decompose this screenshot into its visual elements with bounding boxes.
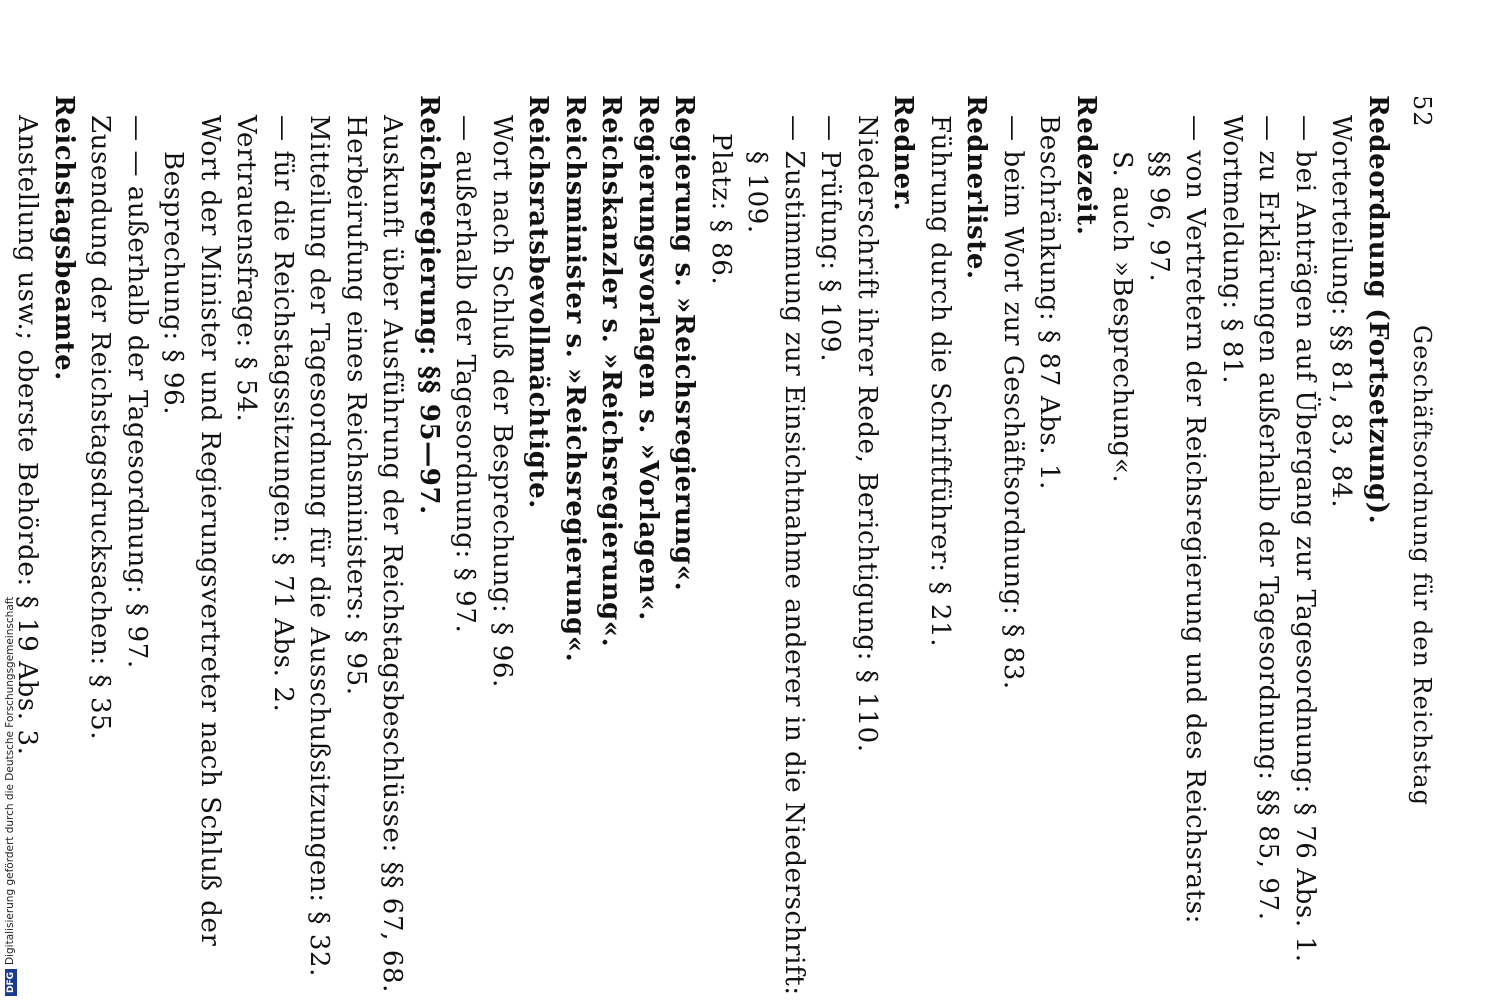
index-subentry: Niederschrift ihrer Rede, Berichtigung: § 110. [852,115,882,753]
index-heading: Redezeit. [1071,95,1101,236]
index-subentry: Besprechung: § 96. [158,151,189,416]
index-subentry: — beim Wort zur Geschäftsordnung: § 83. [998,115,1028,690]
index-subentry: — Zustimmung zur Einsichtnahme anderer in die Niederschrift: [779,115,809,996]
index-heading: Redner. [888,95,919,212]
index-subentry: Wortmeldung: § 81. [1217,115,1247,385]
index-subentry: — Prüfung: § 109. [815,115,846,363]
index-subentry: Anstellung usw.; oberste Behörde: § 19 Abs. 3. [12,115,43,756]
index-heading: Reichskanzler s. »Reichsregierung«. [596,95,627,648]
index-heading: Reichsregierung: §§ 95—97. [414,95,444,515]
page-header [1396,95,1440,975]
index-subentry: §§ 96, 97. [1144,151,1174,283]
index-subentry: — — außerhalb der Tagesordnung: § 97. [122,115,152,669]
index-subentry: — zu Erklärungen außerhalb der Tagesordnung: §§ 85, 97. [1253,115,1284,921]
index-subentry: — außerhalb der Tagesordnung: § 97. [450,115,481,634]
index-subentry: Vertrauensfrage: § 54. [231,115,262,423]
index-subentry: Beschränkung: § 87 Abs. 1. [1034,115,1065,491]
index-heading: Reichsratsbevollmächtigte. [523,95,554,509]
index-subentry: — für die Reichstagssitzungen: § 71 Abs. 2. [268,115,298,713]
index-subentry: Mitteilung der Tagesordnung für die Ausschußsitzungen: § 32. [304,115,335,978]
index-subentry: Herbeirufung eines Reichsministers: § 95. [341,115,371,696]
index-subentry: Auskunft über Ausführung der Reichstagsbeschlüsse: §§ 67, 68. [377,115,408,993]
index-subentry: Wort nach Schluß der Besprechung: § 96. [487,115,517,688]
index-heading: Regierung s. »Reichsregierung«. [669,95,700,592]
page-number: 52 [1408,95,1436,128]
document-page [12,95,1440,996]
index-heading: Redeordnung (Fortsetzung). [1363,95,1393,525]
index-subentry: S. auch »Besprechung«. [1107,151,1138,484]
index-subentry: — von Vertretern der Reichsregierung und des Reichsrats: [1180,115,1211,925]
digitization-credit [4,597,17,996]
running-title: Geschäftsordnung für den Reichstag [1408,325,1436,806]
index-subentry: Wort der Minister und Regierungsvertreter nach Schluß der [195,115,225,947]
index-heading: Regierungsvorlagen s. »Vorlagen«. [633,95,663,621]
index-heading: Reichsminister s. »Reichsregierung«. [560,95,590,663]
index-subentry: § 109. [742,151,773,234]
index-subentry: Führung durch die Schriftführer: § 21. [925,115,955,648]
index-subentry: Zusendung der Reichstagsdrucksachen: § 35. [85,115,116,741]
credit-text: Digitalisierung gefördert durch die Deutsche Forschungsgemeinschaft [4,596,16,965]
dfg-logo-icon: DFG [5,969,17,996]
index-heading: Rednerliste. [961,95,992,280]
index-subentry: — bei Anträgen auf Übergang zur Tagesordnung: § 76 Abs. 1. [1290,115,1320,963]
index-heading: Reichstagsbeamte. [49,95,79,381]
index-subentry: Platz: § 86. [706,133,736,286]
index-subentry: Worterteilung: §§ 81, 83, 84. [1326,115,1357,509]
